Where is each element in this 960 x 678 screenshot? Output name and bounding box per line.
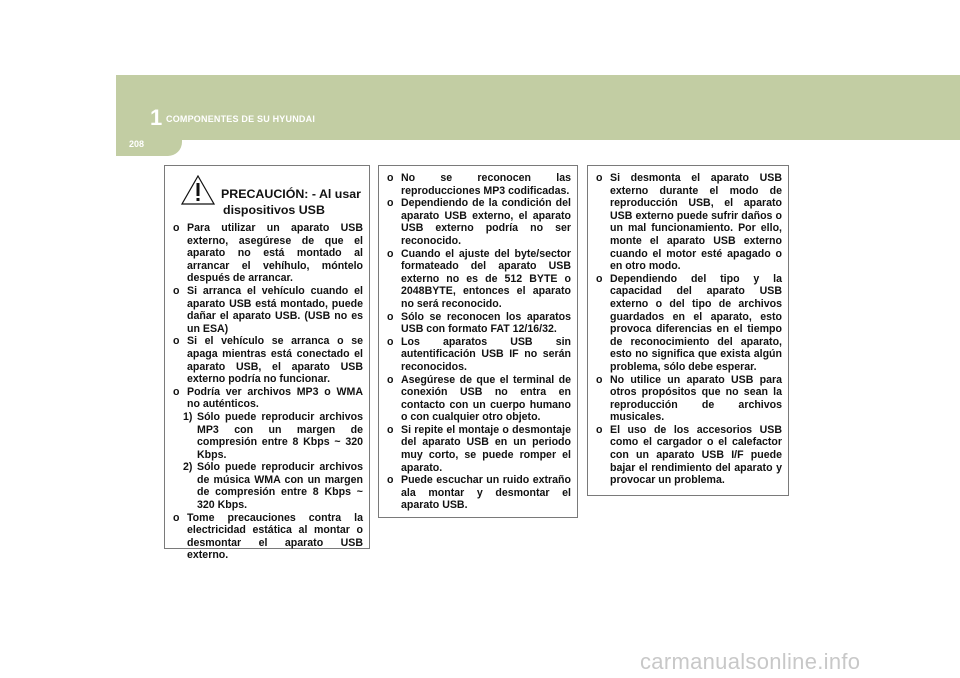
list-item-text: Podría ver archivos MP3 o WMA no auténticos.	[187, 385, 363, 411]
bullet: o	[387, 197, 394, 210]
list-item	[596, 172, 782, 273]
sub-number: 2)	[183, 461, 193, 474]
bullet: o	[173, 335, 180, 348]
list-item	[173, 222, 363, 285]
bullet: o	[387, 373, 394, 386]
bullet: o	[387, 310, 394, 323]
list-item-text: Dependiendo de la condición del aparato USB externo, el aparato USB externo podría no ser reconocido.	[401, 197, 571, 247]
bullet: o	[173, 385, 180, 398]
list-item	[387, 172, 571, 197]
sub-list-item	[173, 411, 363, 461]
list-item	[387, 336, 571, 374]
bullet: o	[173, 222, 180, 234]
list-item	[387, 474, 571, 512]
bullet: o	[387, 335, 394, 348]
bullet: o	[596, 423, 603, 436]
list-item	[173, 335, 363, 385]
bullet: o	[173, 511, 180, 524]
caution-title-line1: PRECAUCIÓN: - Al usar	[221, 187, 361, 201]
list-item	[596, 374, 782, 424]
list-item	[387, 424, 571, 474]
bullet: o	[387, 247, 394, 260]
list-item-text: Sólo se reconocen los aparatos USB con formato FAT 12/16/32.	[401, 310, 571, 336]
list-item-text: El uso de los accesorios USB como el cargador o el calefactor con un aparato USB I/F puede bajar el rendimiento del aparato y provocar un problema.	[610, 423, 782, 487]
sub-list-item-text: Sólo puede reproducir archivos MP3 con un margen de compresión entre 8 Kbps ~ 320 Kbps.	[197, 410, 363, 461]
chapter-number: 1	[150, 105, 163, 130]
bullet: o	[173, 284, 180, 297]
list-item	[596, 273, 782, 374]
list-item	[173, 512, 363, 562]
caution-header	[173, 172, 363, 218]
bullet: o	[387, 474, 394, 487]
list-item-text: Cuando el ajuste del byte/sector formateado del aparato USB externo no es de 512 BYTE o 2048BYTE, entonces el aparato no será reconocido.	[401, 247, 571, 310]
list-item-text: Asegúrese de que el terminal de conexión USB no entra en contacto con un cuerpo humano o con cualquier otro objeto.	[401, 373, 571, 424]
list-item	[173, 285, 363, 335]
list-item-text: No utilice un aparato USB para otros propósitos que no sean la reproducción de archivos musicales.	[610, 373, 782, 424]
list-item-text: Si el vehículo se arranca o se apaga mientras está conectado el aparato USB, el aparato USB externo podría no funcionar.	[187, 335, 363, 386]
list-item-text: Si desmonta el aparato USB externo durante el modo de reproducción USB, el aparato USB externo puede sufrir daños o un mal funcionamiento. Por ello, monte el aparato USB externo cuando el motor esté apagado o en otro modo.	[610, 172, 782, 273]
header-bar	[116, 75, 960, 140]
bullet: o	[596, 272, 603, 285]
usb-notes-box-2	[378, 165, 578, 518]
sub-list-item-text: Sólo puede reproducir archivos de música WMA con un margen de compresión entre 8 Kbps ~ 320 Kbps.	[197, 461, 363, 512]
list-item-text: Los aparatos USB sin autentificación USB IF no serán reconocidos.	[401, 335, 571, 373]
sub-number: 1)	[183, 410, 193, 423]
list-item-text: Para utilizar un aparato USB externo, asegúrese de que el aparato no está montado al arrancar el vehíhulo, móntelo después de arrancar.	[187, 222, 363, 285]
bullet: o	[596, 373, 603, 386]
list-item	[387, 197, 571, 247]
bullet: o	[387, 172, 394, 184]
watermark: carmanualsonline.info	[640, 649, 861, 674]
caution-title-line2: dispositivos USB	[223, 203, 325, 217]
caution-box	[164, 165, 370, 562]
list-item	[387, 248, 571, 311]
caution-title	[221, 186, 371, 218]
page-tab	[116, 131, 182, 156]
usb-notes-box-3	[587, 165, 789, 496]
list-item	[173, 386, 363, 411]
list-item-text: Si arranca el vehículo cuando el aparato USB está montado, puede dañar el aparato USB. (USB no es un ESA)	[187, 284, 363, 335]
page-number: 208	[129, 139, 145, 149]
list-item-text: Si repite el montaje o desmontaje del aparato USB en un periodo muy corto, se puede romper el aparato.	[401, 423, 571, 474]
bullet: o	[387, 423, 394, 436]
list-item-text: No se reconocen las reproducciones MP3 codificadas.	[401, 172, 571, 197]
warning-triangle-icon	[181, 175, 215, 205]
chapter-title: COMPONENTES DE SU HYUNDAI	[166, 114, 316, 124]
list-item	[387, 374, 571, 424]
list-item	[596, 424, 782, 487]
sub-list-item	[173, 461, 363, 511]
list-item-text: Puede escuchar un ruido extraño ala montar y desmontar el aparato USB.	[401, 474, 571, 512]
bullet: o	[596, 172, 603, 184]
list-item-text: Dependiendo del tipo y la capacidad del aparato USB externo o del tipo de archivos guardados en el aparato, esto provoca diferencias en el tiempo de reconocimiento del aparato, esto no significa que exista algún problema, sólo debe esperar.	[610, 272, 782, 373]
list-item	[387, 311, 571, 336]
list-item-text: Tome precauciones contra la electricidad estática al montar o desmontar el aparato USB externo.	[187, 511, 363, 562]
